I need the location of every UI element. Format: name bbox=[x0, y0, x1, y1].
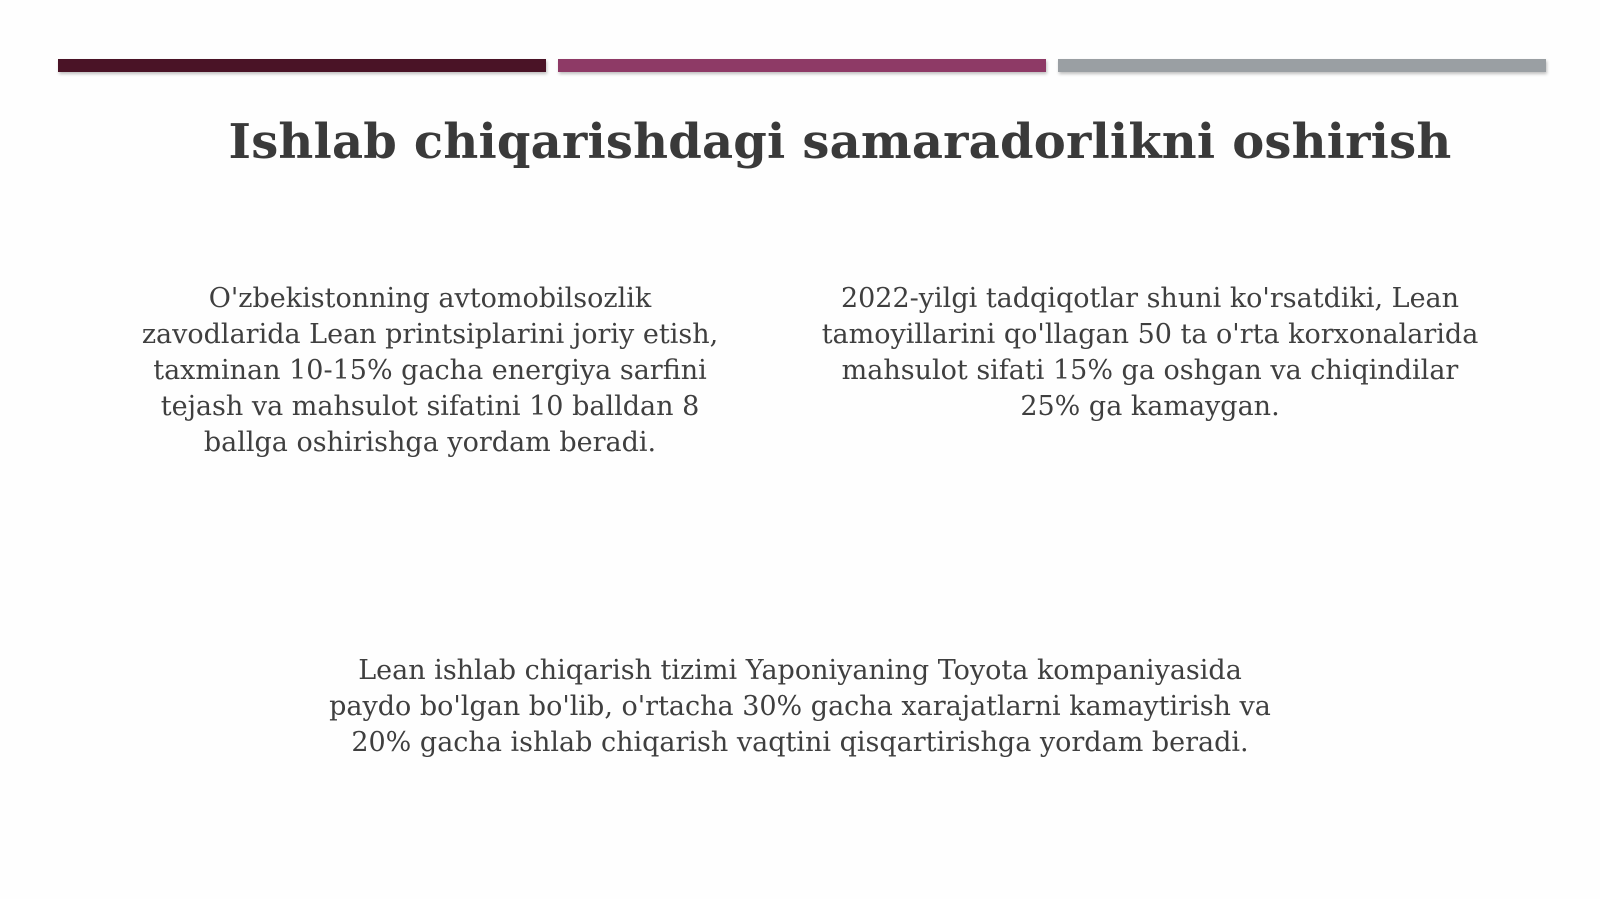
text-block-right: 2022-yilgi tadqiqotlar shuni ko'rsatdiki, Lean tamoyillarini qo'llagan 50 ta o'rta korxonalarida mahsulot sifati 15% ga oshgan va chiqindilar 25% ga kamaygan. bbox=[821, 283, 1479, 422]
accent-bar-dark bbox=[58, 59, 546, 72]
accent-bar-magenta bbox=[558, 59, 1046, 72]
slide-title: Ishlab chiqarishdagi samaradorlikni oshirish bbox=[228, 114, 1452, 170]
text-block-bottom: Lean ishlab chiqarish tizimi Yaponiyaning Toyota kompaniyasida paydo bo'lgan bo'lib, o'rtacha 30% gacha xarajatlarni kamaytirish va 20% gacha ishlab chiqarish vaqtini qisqartirishga yordam beradi. bbox=[329, 655, 1271, 758]
accent-bar-gray bbox=[1058, 59, 1546, 72]
text-block-left: O'zbekistonning avtomobilsozlik zavodlarida Lean printsiplarini joriy etish, taxminan 10-15% gacha energiya sarfini tejash va mahsulot sifatini 10 balldan 8 ballga oshirishga yordam beradi. bbox=[141, 283, 719, 458]
